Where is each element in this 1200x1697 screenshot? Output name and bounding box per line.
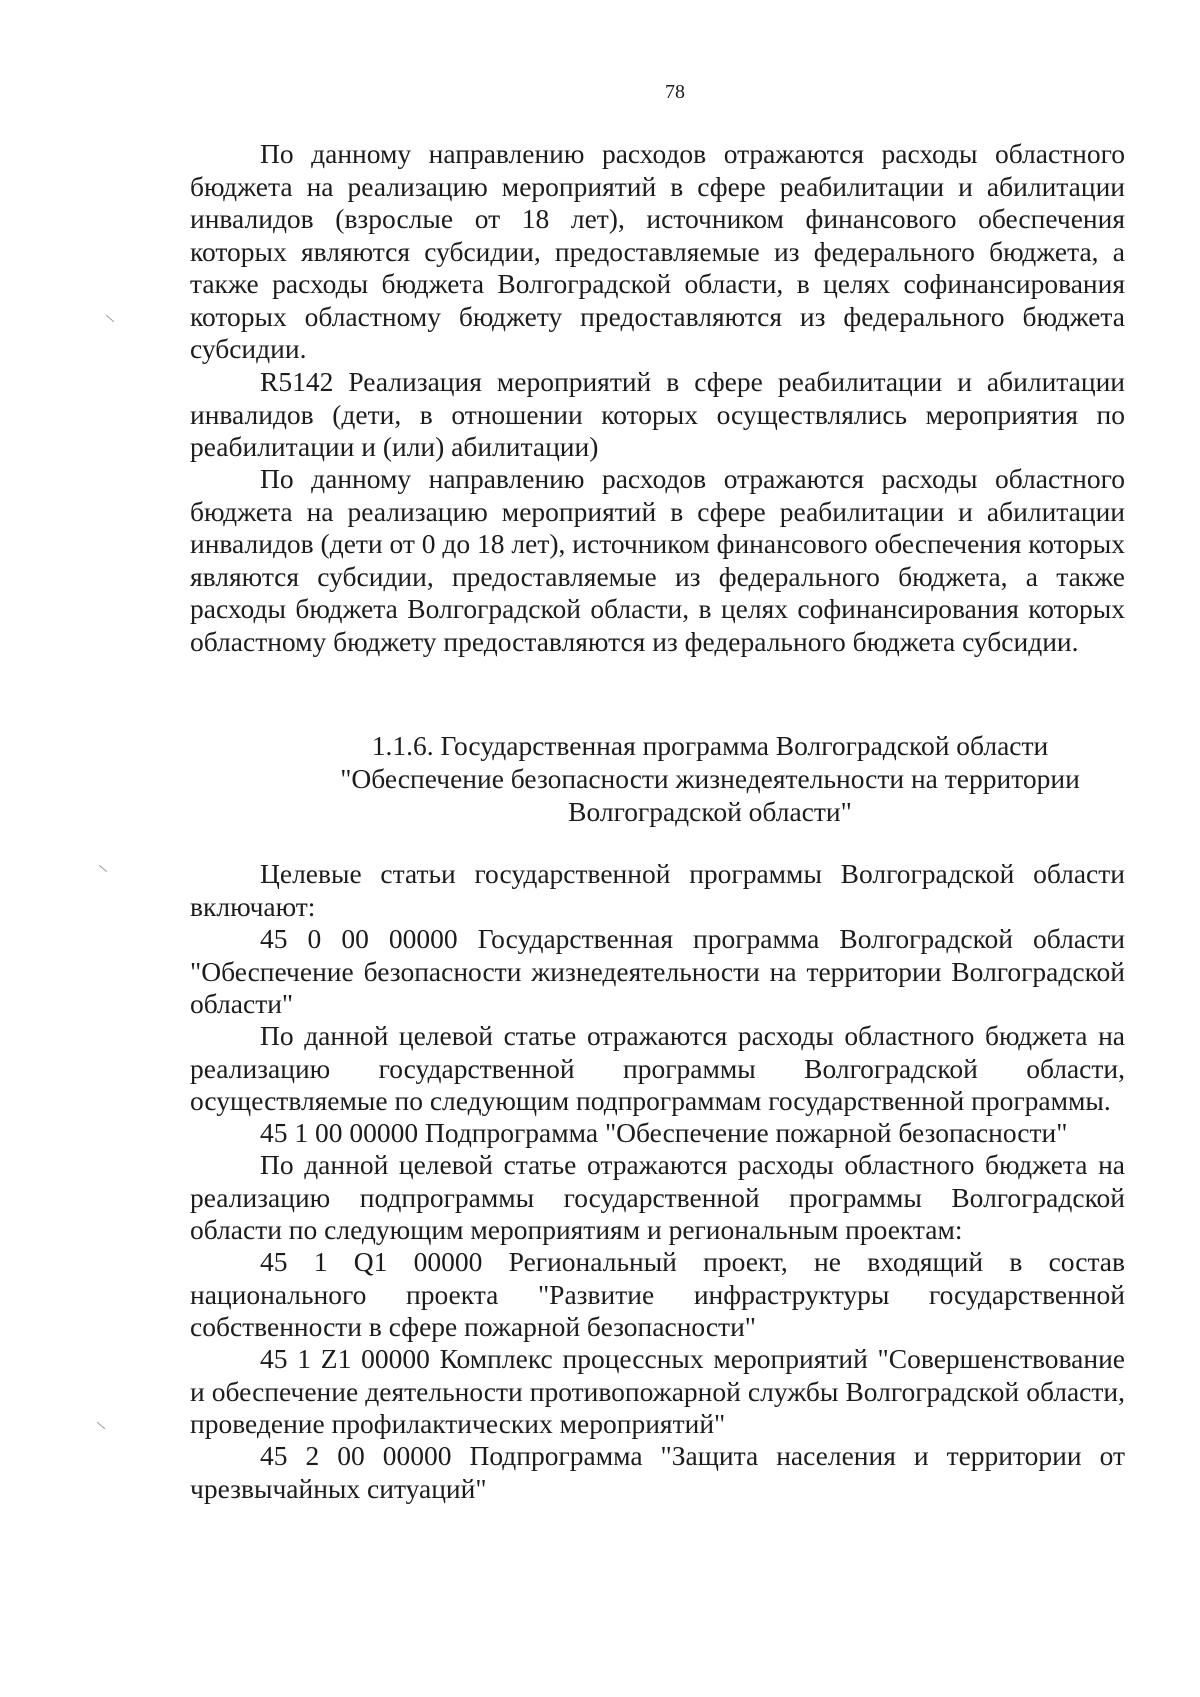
scan-artifact-mark — [99, 865, 107, 872]
paragraph-target-article: R5142 Реализация мероприятий в сфере реабилитации и абилитации инвалидов (дети, в отношении которых осуществлялись мероприятия по реабилитации и (или) абилитации) — [190, 366, 1125, 462]
section-heading-line: Волгоградской области" — [568, 796, 852, 827]
page-number: 78 — [665, 81, 685, 103]
paragraph-target-article: 45 0 00 00000 Государственная программа Волгоградской области "Обеспечение безопасности жизнедеятельности на территории Волгоградской области" — [190, 923, 1125, 1019]
paragraph-target-article: 45 1 Q1 00000 Региональный проект, не входящий в состав национального проекта "Развитие инфраструктуры государственной собственности в сфере пожарной безопасности" — [190, 1246, 1125, 1342]
paragraph: По данной целевой статье отражаются расходы областного бюджета на реализацию подпрограммы государственной программы Волгоградской области по следующим мероприятиям и региональным проектам: — [190, 1149, 1125, 1245]
paragraph-target-article: 45 1 00 00000 Подпрограмма "Обеспечение пожарной безопасности" — [260, 1117, 1068, 1148]
paragraph: По данной целевой статье отражаются расходы областного бюджета на реализацию государственной программы Волгоградской области, осуществляемые по следующим подпрограммам государственной программы. — [190, 1020, 1125, 1116]
section-heading-line: 1.1.6. Государственная программа Волгоградской области — [371, 730, 1049, 761]
paragraph: По данному направлению расходов отражаются расходы областного бюджета на реализацию мероприятий в сфере реабилитации и абилитации инвалидов (взрослые от 18 лет), источником финансового обеспечения которых являются субсидии, предоставляемые из федерального бюджета, а также расходы бюджета Волгоградской области, в целях софинансирования которых областному бюджету предоставляются из федерального бюджета субсидии. — [190, 138, 1125, 364]
paragraph: По данному направлению расходов отражаются расходы областного бюджета на реализацию мероприятий в сфере реабилитации и абилитации инвалидов (дети от 0 до 18 лет), источником финансового обеспечения которых являются субсидии, предоставляемые из федерального бюджета, а также расходы бюджета Волгоградской области, в целях софинансирования которых областному бюджету предоставляются из федерального бюджета субсидии. — [190, 463, 1125, 657]
paragraph-target-article: 45 1 Z1 00000 Комплекс процессных мероприятий "Совершенствование и обеспечение деятельности противопожарной службы Волгоградской области, проведение профилактических мероприятий" — [190, 1343, 1125, 1439]
paragraph: Целевые статьи государственной программы Волгоградской области включают: — [190, 858, 1125, 922]
scan-artifact-mark — [97, 1422, 105, 1429]
paragraph-target-article: 45 2 00 00000 Подпрограмма "Защита населения и территории от чрезвычайных ситуаций" — [190, 1440, 1125, 1504]
scan-artifact-mark — [106, 315, 114, 322]
section-heading-line: "Обеспечение безопасности жизнедеятельности на территории — [340, 763, 1080, 794]
section-heading — [250, 729, 1170, 828]
